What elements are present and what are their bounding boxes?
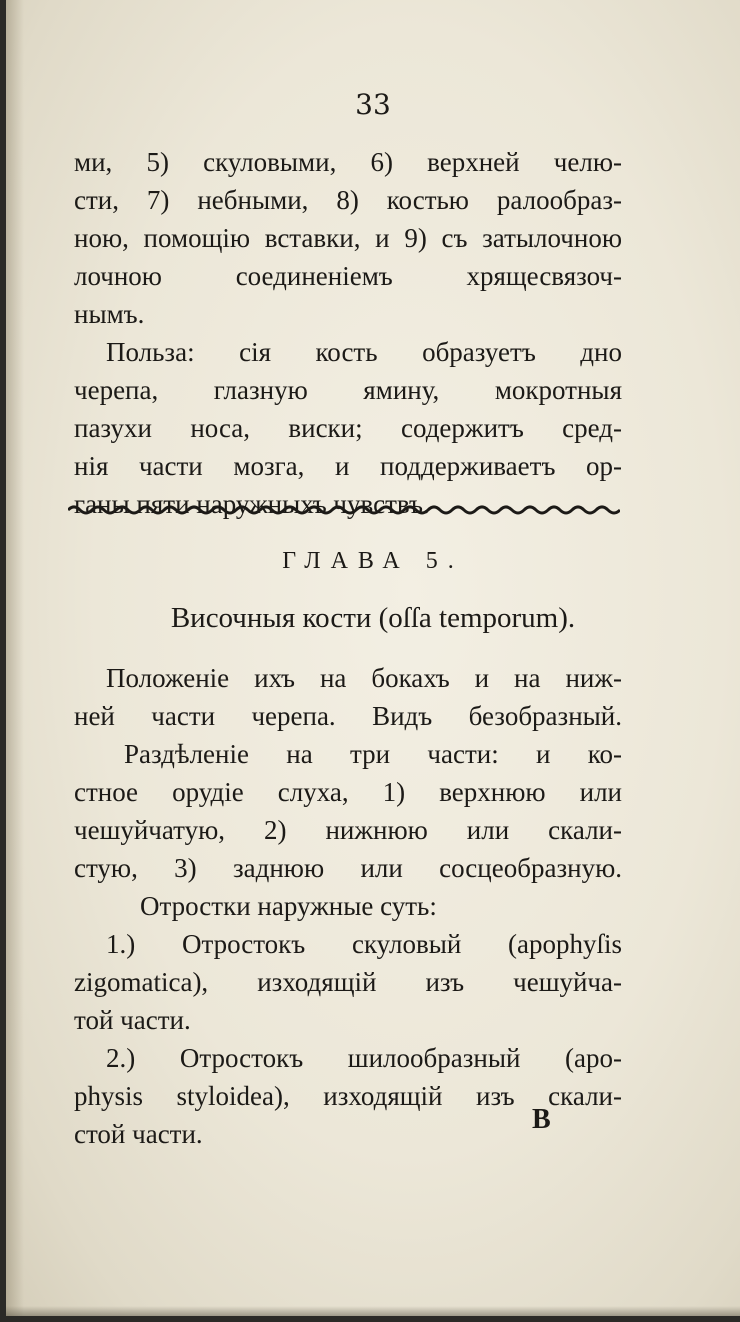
chapter-heading: ГЛАВА 5.: [282, 548, 464, 574]
chapter-title: Височныя кости (oſſa temporum).: [170, 602, 576, 634]
text-line: ною, помощію вставки, и 9) съ затылочною: [74, 223, 622, 253]
book-page: [6, 0, 740, 1316]
text-line: стой части.: [74, 1119, 203, 1149]
ornamental-divider: [68, 502, 620, 518]
text-line: zigomatica), изходящій изъ чешуйча-: [74, 967, 622, 997]
text-line: ганы пяти наружныхъ чувствъ.: [74, 489, 430, 519]
text-line: Положеніе ихъ на бокахъ и на ниж-: [106, 663, 622, 693]
text-line: physis styloidea), изходящій изъ скали-: [74, 1081, 622, 1111]
text-line: Отростки наружные суть:: [140, 891, 437, 921]
text-line: лочною соединеніемъ хрящесвязоч-: [74, 261, 622, 291]
text-line: чешуйчатую, 2) нижнюю или скали-: [74, 815, 622, 845]
text-line: черепа, глазную ямину, мокротныя: [74, 375, 622, 405]
text-line: нія части мозга, и поддерживаетъ ор-: [74, 451, 622, 481]
text-line: стное орудіе слуха, 1) верхнюю или: [74, 777, 622, 807]
text-line: 1.) Отростокъ скуловый (apophyſis: [106, 929, 622, 959]
catchword: В: [532, 1104, 551, 1135]
text-line: Раздѣленіе на три части: и ко-: [124, 739, 622, 769]
text-line: сти, 7) небными, 8) костью ралообраз-: [74, 185, 622, 215]
text-line: ней части черепа. Видъ безобразный.: [74, 701, 622, 731]
text-line: стую, 3) заднюю или сосцеобразную.: [74, 853, 622, 883]
text-line: той части.: [74, 1005, 191, 1035]
text-line: ми, 5) скуловыми, 6) верхней челю-: [74, 147, 622, 177]
text-line: нымъ.: [74, 299, 145, 329]
text-line: пазухи носа, виски; содержитъ сред-: [74, 413, 622, 443]
page-number: 33: [355, 88, 391, 121]
text-line: 2.) Отростокъ шилообразный (apo-: [106, 1043, 622, 1073]
text-line: Польза: сія кость образуетъ дно: [106, 337, 622, 367]
